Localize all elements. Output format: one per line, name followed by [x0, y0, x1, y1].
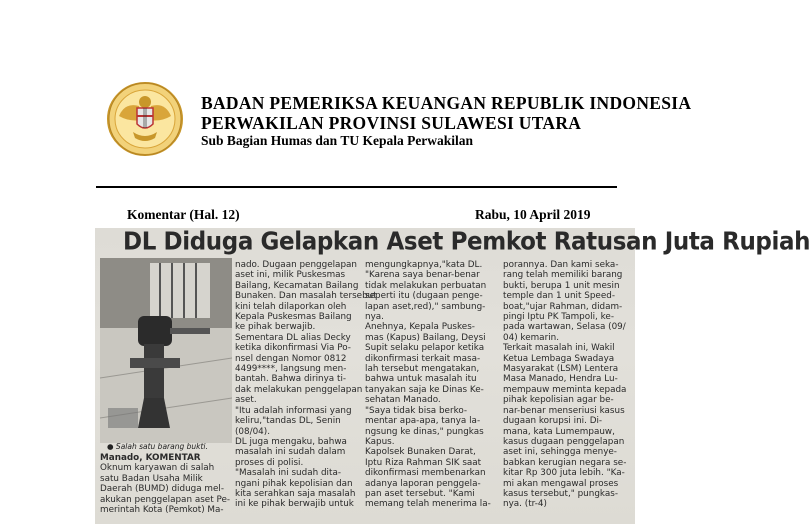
article-line: ke pihak berwajib. — [235, 322, 316, 333]
article-line: mentar apa-apa, tanya la- — [365, 416, 481, 427]
article-line: tanyakan saja ke Dinas Ke- — [365, 384, 484, 395]
article-line: dak melakukan penggelapan — [235, 384, 363, 395]
article-line: memang telah menerima la- — [365, 499, 491, 510]
article-column-3 — [365, 260, 498, 510]
article-headline: DL Diduga Gelapkan Aset Pemkot Ratusan Juta Rupiah — [123, 228, 810, 257]
article-column-4 — [503, 260, 633, 510]
agency-subtitle: PERWAKILAN PROVINSI SULAWESI UTARA — [201, 113, 582, 133]
article-line: dugaan korupsi ini. Di- — [503, 416, 603, 427]
article-line: temple dan 1 unit Speed- — [503, 291, 615, 302]
article-line: (08/04). — [235, 426, 271, 437]
article-line: aset ini, milik Puskesmas — [235, 270, 346, 281]
article-column-2 — [235, 260, 377, 510]
article-line: kasus dugaan penggelapan — [503, 436, 625, 447]
photo-caption: ● Salah satu barang bukti. — [107, 442, 208, 451]
article-line: Sementara DL alias Decky — [235, 332, 351, 343]
newspaper-clipping — [95, 228, 810, 524]
article-line: merintah Kota (Pemkot) Ma- — [100, 505, 224, 516]
article-line: Manado, KOMENTAR — [100, 453, 201, 463]
article-line: Ketua Lembaga Swadaya — [503, 353, 615, 364]
article-line: "Masalah ini sudah dita- — [235, 468, 342, 479]
article-line: Bailang, Kecamatan Bailang — [235, 280, 359, 291]
article-line: adanya laporan penggela- — [365, 478, 481, 489]
article-line: "Itu adalah informasi yang — [235, 405, 352, 416]
article-line: pan aset tersebut. "Kami — [365, 488, 475, 499]
article-line: Iptu Riza Rahman SIK saat — [365, 457, 482, 468]
article-line: mas (Kapus) Bailang, Deysi — [365, 332, 486, 343]
article-line: "Saya tidak bisa berko- — [365, 405, 468, 416]
article-line: nya. — [365, 312, 384, 323]
article-line: tidak melakukan perbuatan — [365, 280, 487, 291]
article-line: Masa Manado, Hendra Lu- — [503, 374, 618, 385]
article-line: mi akan mengawal proses — [503, 478, 619, 489]
article-line: nado. Dugaan penggelapan — [235, 260, 357, 270]
evidence-photo — [100, 258, 232, 443]
article-line: dikonfirmasi membenarkan — [365, 468, 486, 479]
date-label: Rabu, 10 April 2019 — [475, 207, 591, 222]
article-line: mempauw meminta kepada — [503, 384, 627, 395]
article-line: 4499****, langsung men- — [235, 364, 347, 375]
article-line: ini ke pihak berwajib untuk — [235, 499, 354, 510]
article-line: lapan aset,red)," sambung- — [365, 301, 486, 312]
article-line: Daerah (BUMD) diduga mel- — [100, 484, 225, 495]
article-line: nya. (tr-4) — [503, 499, 547, 510]
article-line: pihak kepolisian agar be- — [503, 395, 614, 406]
article-line: Terkait masalah ini, Wakil — [503, 343, 615, 354]
article-line: lah tersebut mengatakan, — [365, 364, 480, 375]
article-line: dikonfirmasi terkait masa- — [365, 353, 481, 364]
article-line: aset ini, sehingga menye- — [503, 447, 617, 458]
article-line: bantah. Bahwa dirinya ti- — [235, 374, 347, 385]
article-line: Bunaken. Dan masalah tersebut — [235, 291, 377, 302]
article-line: seperti itu (dugaan penge- — [365, 291, 483, 302]
article-line: Kapus. — [365, 436, 395, 447]
article-line: sehatan Manado. — [365, 395, 441, 406]
article-line: 04) kemarin. — [503, 332, 560, 343]
article-line: boat,"ujar Rahman, didam- — [503, 301, 623, 312]
article-line: nsel dengan Nomor 0812 — [235, 353, 347, 364]
agency-unit: Sub Bagian Humas dan TU Kepala Perwakilan — [201, 133, 474, 148]
article-line: satu Badan Usaha Milik — [100, 473, 203, 484]
article-line: Oknum karyawan di salah — [100, 463, 215, 474]
article-line: kita serahkan saja masalah — [235, 488, 356, 499]
article-line: Kapolsek Bunaken Darat, — [365, 447, 476, 458]
article-line: bukti, berupa 1 unit mesin — [503, 280, 620, 291]
article-line: mengungkapnya,"kata DL. — [365, 260, 483, 270]
article-line: pada wartawan, Selasa (09/ — [503, 322, 626, 333]
article-line: kasus tersebut," pungkas- — [503, 488, 618, 499]
article-line: Anehnya, Kepala Puskes- — [365, 322, 475, 333]
article-line: Masyarakat (LSM) Lentera — [503, 364, 619, 375]
article-line: Supit selaku pelapor ketika — [365, 343, 485, 354]
article-line: proses di polisi. — [235, 457, 304, 468]
article-line: "Karena saya benar-benar — [365, 270, 480, 281]
source-label: Komentar (Hal. 12) — [127, 207, 240, 222]
article-line: babkan kerugian negara se- — [503, 457, 627, 468]
header-divider — [96, 186, 617, 188]
article-line: masalah ini sudah dalam — [235, 447, 346, 458]
garuda-emblem-icon — [105, 80, 185, 158]
article-line: ketika dikonfirmasi Via Po- — [235, 343, 351, 354]
article-column-1 — [100, 453, 230, 515]
article-line: aset. — [235, 395, 257, 406]
article-line: porannya. Dan kami seka- — [503, 260, 619, 270]
article-line: bahwa untuk masalah itu — [365, 374, 477, 385]
article-line: kitar Rp 300 juta lebih. "Ka- — [503, 468, 625, 479]
article-line: pingi Iptu PK Tampoli, ke- — [503, 312, 614, 323]
article-line: nar-benar menseriusi kasus — [503, 405, 625, 416]
article-line: ngsung ke dinas," pungkas — [365, 426, 484, 437]
article-line: kini telah dilaporkan oleh — [235, 301, 347, 312]
article-line: ngani pihak kepolisian dan — [235, 478, 353, 489]
agency-title: BADAN PEMERIKSA KEUANGAN REPUBLIK INDONESIA — [201, 93, 692, 113]
article-line: DL juga mengaku, bahwa — [235, 436, 347, 447]
article-line: rang telah memiliki barang — [503, 270, 623, 281]
article-line: Kepala Puskesmas Bailang — [235, 312, 352, 323]
article-line: keliru,"tandas DL, Senin — [235, 416, 341, 427]
article-line: akukan penggelapan aset Pe- — [100, 494, 231, 505]
article-line: mana, kata Lumempauw, — [503, 426, 615, 437]
